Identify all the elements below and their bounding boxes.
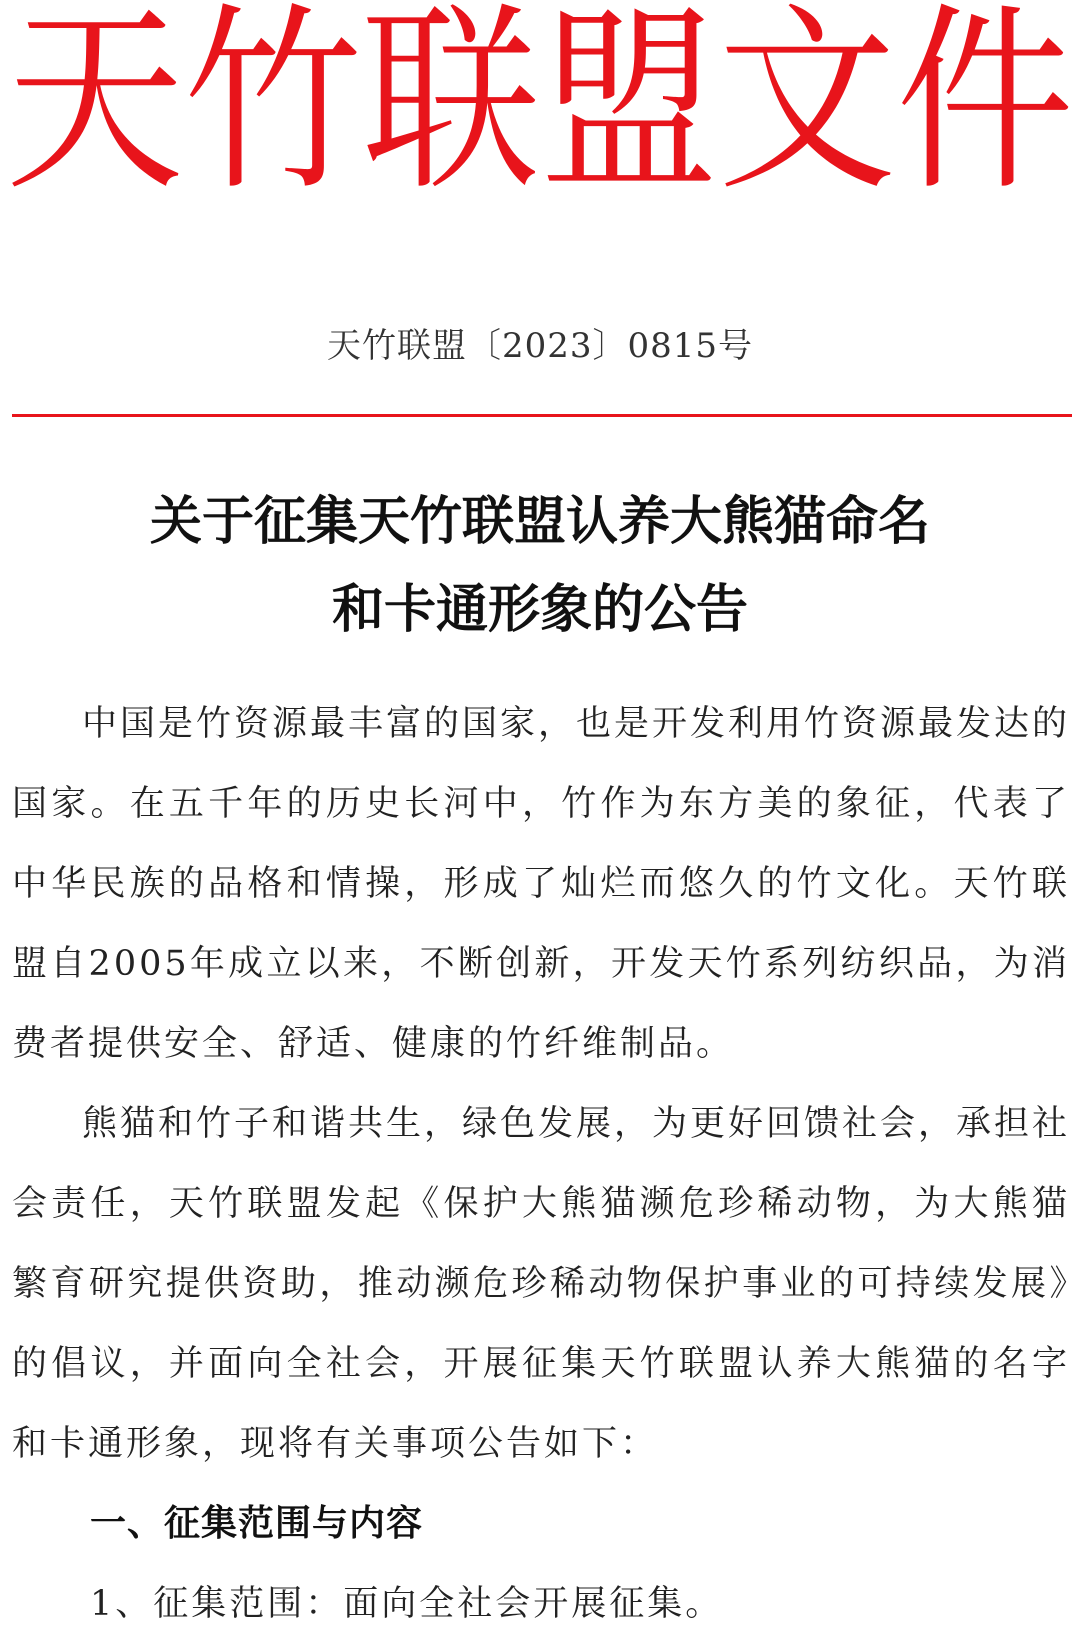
masthead-char: 天	[6, 0, 184, 218]
body-paragraph-1: 中国是竹资源最丰富的国家，也是开发利用竹资源最发达的国家。在五千年的历史长河中，竹作为东方美的象征，代表了中华民族的品格和情操，形成了灿烂而悠久的竹文化。天竹联盟自2005年成立以来，不断创新，开发天竹系列纺织品，为消费者提供安全、舒适、健康的竹纤维制品。	[12, 704, 1071, 1064]
section-heading: 一、征集范围与内容	[90, 1503, 424, 1544]
document-body	[12, 684, 1070, 1644]
masthead-char: 联	[362, 0, 540, 218]
masthead-char: 文	[718, 0, 896, 218]
list-item: 1、征集范围：面向全社会开展征集。	[90, 1584, 724, 1624]
masthead-char: 件	[896, 0, 1074, 218]
title-line-1: 关于征集天竹联盟认养大熊猫命名	[149, 492, 930, 552]
document-number: 天竹联盟〔2023〕0815号	[326, 326, 754, 366]
masthead-red-header	[0, 0, 1080, 218]
title-line-2: 和卡通形象的公告	[331, 580, 748, 640]
masthead-char: 盟	[540, 0, 718, 218]
document-title	[0, 478, 1080, 654]
masthead-char: 竹	[184, 0, 362, 218]
body-paragraph-2: 熊猫和竹子和谐共生，绿色发展，为更好回馈社会，承担社会责任，天竹联盟发起《保护大熊猫濒危珍稀动物，为大熊猫繁育研究提供资助，推动濒危珍稀动物保护事业的可持续发展》的倡议，并面向全社会，开展征集天竹联盟认养大熊猫的名字和卡通形象，现将有关事项公告如下：	[12, 1104, 1071, 1464]
red-divider-line	[12, 414, 1072, 417]
